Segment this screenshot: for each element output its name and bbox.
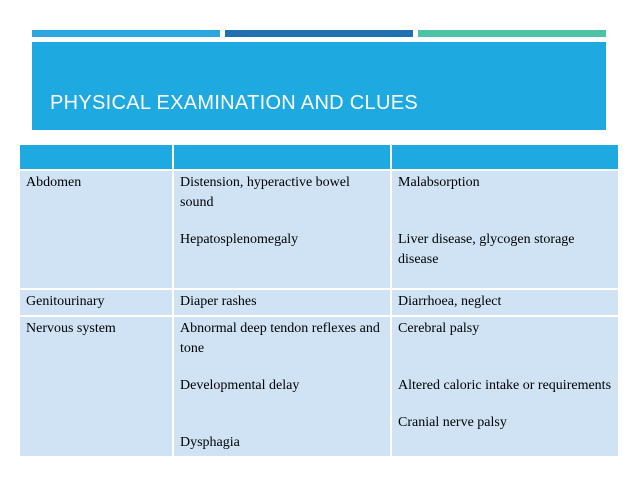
header-cell-findings	[173, 144, 391, 170]
header-cell-system	[19, 144, 173, 170]
clue-text: Malabsorption	[398, 175, 480, 190]
clue-text: Liver disease, glycogen storage disease	[398, 232, 575, 267]
clue-text: Cerebral palsy	[398, 321, 480, 336]
accent-bar-teal	[418, 30, 606, 37]
accent-bar-dark-blue	[225, 30, 413, 37]
system-cell	[19, 316, 173, 457]
header-cell-clues	[391, 144, 619, 170]
findings-cell	[173, 170, 391, 289]
system-cell	[19, 170, 173, 289]
system-label: Nervous system	[26, 321, 116, 336]
accent-bar-light-blue	[32, 30, 220, 37]
clue-text: Diarrhoea, neglect	[398, 294, 502, 309]
table-row-nervous-system	[19, 316, 619, 457]
finding-text: Developmental delay	[180, 378, 300, 393]
clues-table	[18, 143, 620, 458]
table-header-row	[19, 144, 619, 170]
clues-cell	[391, 316, 619, 457]
finding-text: Diaper rashes	[180, 294, 257, 309]
finding-text: Distension, hyperactive bowel sound	[180, 175, 350, 210]
table-row-abdomen	[19, 170, 619, 289]
finding-text: Dysphagia	[180, 435, 240, 450]
finding-text: Abnormal deep tendon reflexes and tone	[180, 321, 380, 356]
title-panel	[32, 42, 606, 130]
system-label: Abdomen	[26, 175, 82, 190]
clues-cell	[391, 289, 619, 316]
system-label: Genitourinary	[26, 294, 105, 309]
findings-cell	[173, 289, 391, 316]
findings-cell	[173, 316, 391, 457]
table-row-genitourinary	[19, 289, 619, 316]
clue-text: Cranial nerve palsy	[398, 415, 507, 430]
slide-title: PHYSICAL EXAMINATION AND CLUES	[50, 92, 418, 114]
system-cell	[19, 289, 173, 316]
clue-text: Altered caloric intake or requirements	[398, 378, 612, 393]
clues-cell	[391, 170, 619, 289]
finding-text: Hepatosplenomegaly	[180, 232, 299, 247]
